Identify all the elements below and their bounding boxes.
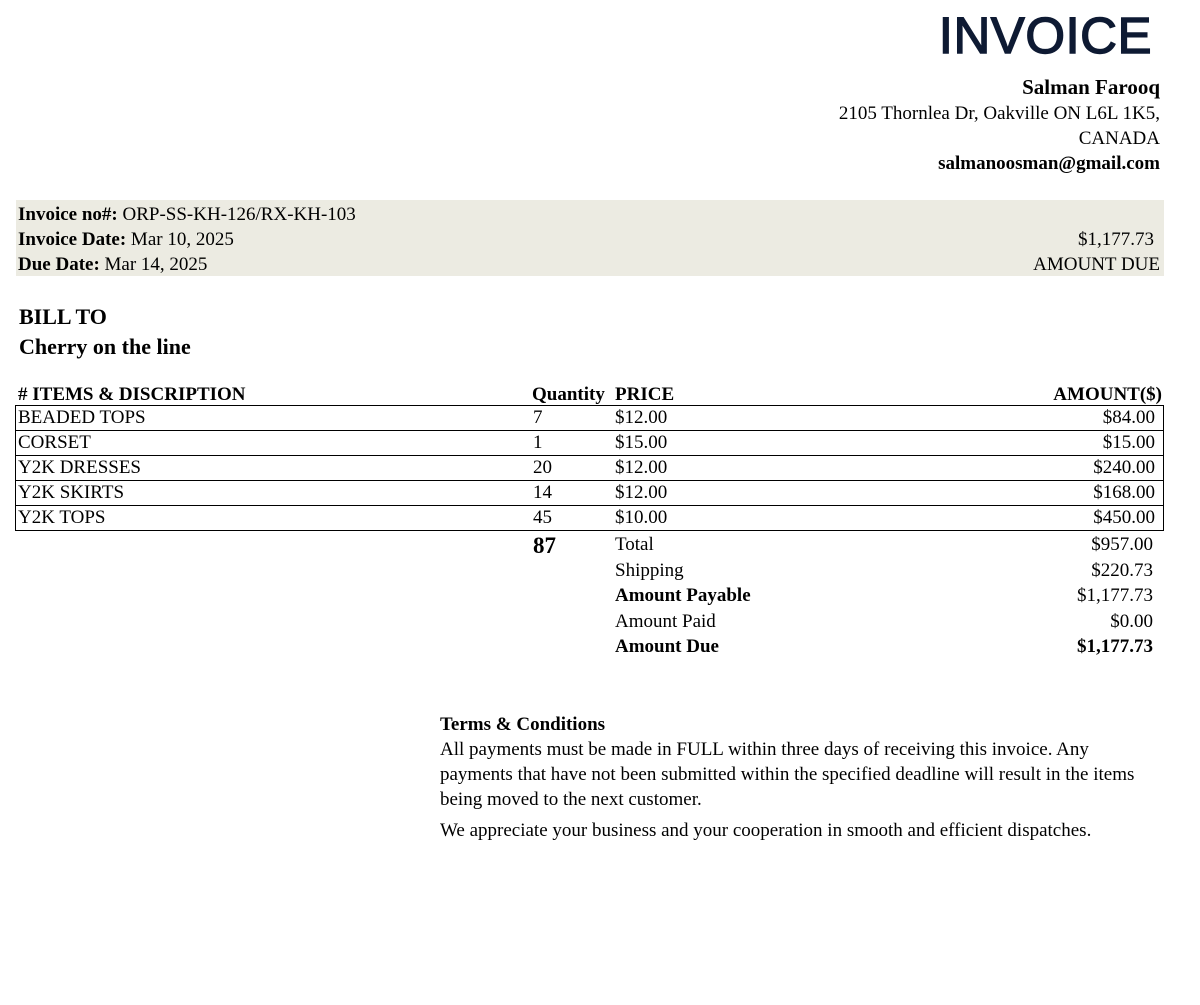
invoice-number-label: Invoice no#: [18,204,118,225]
seller-address-line2: CANADA [1078,128,1160,149]
invoice-title: INVOICE [938,7,1152,64]
amount-due-value: $1,177.73 [1078,229,1154,250]
seller-name: Salman Farooq [1022,75,1160,99]
item-price: $12.00 [615,457,668,478]
table-row [16,506,1163,531]
amount-payable-label: Amount Payable [615,585,751,606]
table-row [16,456,1163,481]
seller-address-line1: 2105 Thornlea Dr, Oakville ON L6L 1K5, [838,103,1160,124]
shipping-row [615,559,1153,585]
item-description: Y2K TOPS [18,507,106,528]
amount-due-total-value: $1,177.73 [1077,636,1153,657]
header-price: PRICE [615,384,675,405]
invoice-date-line [18,227,356,252]
table-row [16,406,1163,431]
amount-paid-value: $0.00 [1110,610,1153,632]
item-amount: $168.00 [1093,482,1155,503]
seller-block [839,74,1160,176]
items-table-header [18,383,1164,407]
item-amount: $84.00 [1102,407,1155,428]
due-date-label: Due Date: [18,254,100,275]
total-row [615,533,1153,559]
item-quantity: 1 [533,432,543,453]
table-row [16,431,1163,456]
item-price: $12.00 [615,482,668,503]
item-price: $12.00 [615,407,668,428]
shipping-label: Shipping [615,559,684,581]
total-label: Total [615,534,654,555]
invoice-number-line [18,202,356,227]
shipping-value: $220.73 [1091,559,1153,581]
terms-block [440,712,1160,843]
quantity-total: 87 [533,533,556,558]
item-description: BEADED TOPS [18,407,146,428]
bill-to-block [19,302,191,362]
item-price: $15.00 [615,432,668,453]
invoice-number: ORP-SS-KH-126/RX-KH-103 [122,204,356,225]
header-quantity: Quantity [532,384,605,405]
amount-payable-row [615,584,1153,610]
total-value: $957.00 [1091,534,1153,555]
bill-to-label: BILL TO [19,304,107,329]
seller-email: salmanoosman@gmail.com [938,153,1160,174]
item-description: Y2K DRESSES [18,457,141,478]
terms-paragraph-1: All payments must be made in FULL within three days of receiving this invoice. Any payments that have not been submitted within the specified deadline will result in the items being moved to the next customer. [440,739,1135,810]
item-description: CORSET [18,432,91,453]
amount-due-total-label: Amount Due [615,636,719,657]
bill-to-name: Cherry on the line [19,334,191,359]
item-amount: $450.00 [1093,507,1155,528]
item-price: $10.00 [615,507,668,528]
item-amount: $15.00 [1102,432,1155,453]
item-quantity: 20 [533,457,552,478]
terms-heading: Terms & Conditions [440,714,606,735]
item-quantity: 45 [533,507,552,528]
amount-paid-label: Amount Paid [615,610,716,632]
invoice-info-band [16,200,1164,276]
invoice-date: Mar 10, 2025 [130,229,234,250]
amount-due-row [615,635,1153,661]
amount-due-label: AMOUNT DUE [1033,254,1160,275]
amount-paid-row [615,610,1153,636]
header-description: # ITEMS & DISCRIPTION [18,384,246,405]
due-date: Mar 14, 2025 [104,254,208,275]
invoice-meta [18,202,356,277]
totals-block [615,533,1153,661]
terms-paragraph-2: We appreciate your business and your cooperation in smooth and efficient dispatches. [440,820,1092,841]
item-quantity: 7 [533,407,543,428]
item-description: Y2K SKIRTS [18,482,125,503]
header-amount: AMOUNT($) [1053,384,1162,405]
items-table [15,405,1164,531]
item-quantity: 14 [533,482,552,503]
due-date-line [18,252,356,277]
invoice-date-label: Invoice Date: [18,229,127,250]
amount-payable-value: $1,177.73 [1077,585,1153,606]
item-amount: $240.00 [1093,457,1155,478]
table-row [16,481,1163,506]
